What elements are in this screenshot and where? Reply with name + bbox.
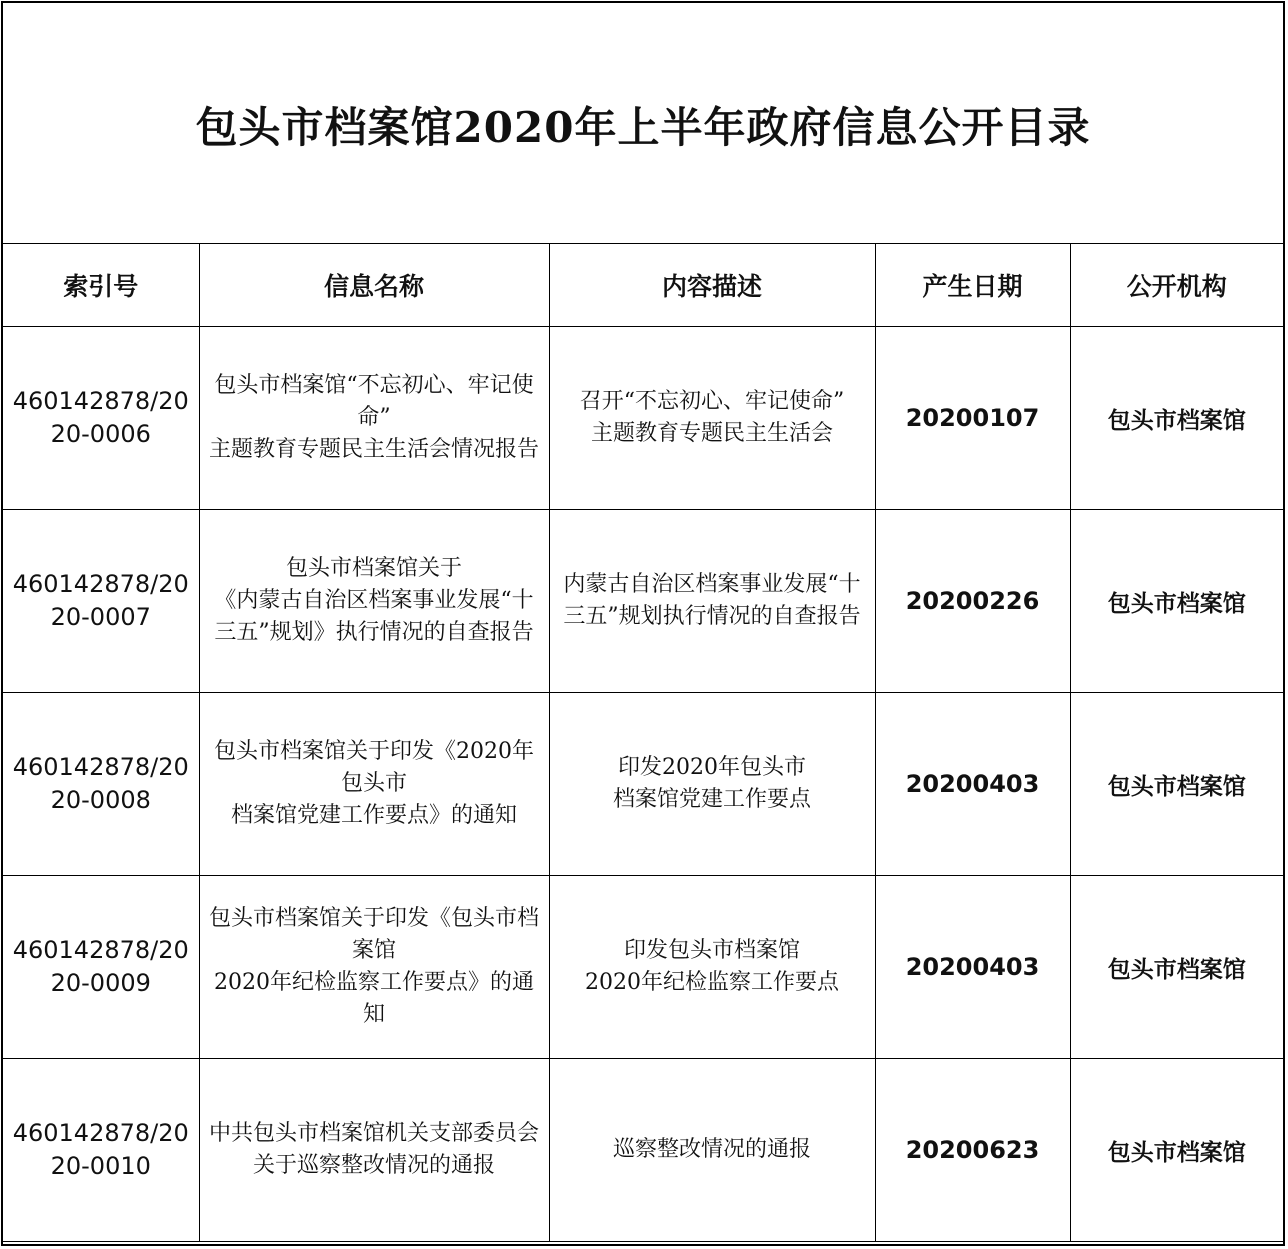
- table-row: [3, 876, 1283, 1059]
- index-number: 460142878/2020-0010: [3, 1059, 199, 1242]
- content-description: 巡察整改情况的通报: [549, 1059, 875, 1242]
- info-name: 中共包头市档案馆机关支部委员会 关于巡察整改情况的通报: [199, 1059, 549, 1242]
- header-index: 索引号: [3, 244, 199, 327]
- index-number: 460142878/2020-0009: [3, 876, 199, 1059]
- table-row: [3, 693, 1283, 876]
- publishing-org: 包头市档案馆: [1070, 327, 1283, 510]
- publishing-org: 包头市档案馆: [1070, 510, 1283, 693]
- header-org: 公开机构: [1070, 244, 1283, 327]
- index-number: 460142878/2020-0008: [3, 693, 199, 876]
- info-name: 包头市档案馆关于 《内蒙古自治区档案事业发展“十三五”规划》执行情况的自查报告: [199, 510, 549, 693]
- content-description: 内蒙古自治区档案事业发展“十三五”规划执行情况的自查报告: [549, 510, 875, 693]
- info-name: 包头市档案馆“不忘初心、牢记使命” 主题教育专题民主生活会情况报告: [199, 327, 549, 510]
- catalog-table: [3, 243, 1283, 1242]
- created-date: 20200403: [875, 876, 1070, 1059]
- header-date: 产生日期: [875, 244, 1070, 327]
- page-title: 包头市档案馆2020年上半年政府信息公开目录: [195, 103, 1091, 152]
- created-date: 20200403: [875, 693, 1070, 876]
- created-date: 20200226: [875, 510, 1070, 693]
- created-date: 20200623: [875, 1059, 1070, 1242]
- content-description: 召开“不忘初心、牢记使命” 主题教育专题民主生活会: [549, 327, 875, 510]
- index-number: 460142878/2020-0006: [3, 327, 199, 510]
- title-band: [3, 3, 1283, 243]
- created-date: 20200107: [875, 327, 1070, 510]
- index-number: 460142878/2020-0007: [3, 510, 199, 693]
- publishing-org: 包头市档案馆: [1070, 876, 1283, 1059]
- table-row: [3, 510, 1283, 693]
- header-name: 信息名称: [199, 244, 549, 327]
- content-description: 印发包头市档案馆 2020年纪检监察工作要点: [549, 876, 875, 1059]
- table-row: [3, 1059, 1283, 1242]
- table-header-row: [3, 244, 1283, 327]
- info-name: 包头市档案馆关于印发《2020年包头市 档案馆党建工作要点》的通知: [199, 693, 549, 876]
- publishing-org: 包头市档案馆: [1070, 1059, 1283, 1242]
- content-description: 印发2020年包头市 档案馆党建工作要点: [549, 693, 875, 876]
- info-name: 包头市档案馆关于印发《包头市档案馆 2020年纪检监察工作要点》的通知: [199, 876, 549, 1059]
- header-description: 内容描述: [549, 244, 875, 327]
- table-row: [3, 327, 1283, 510]
- document-frame: [1, 1, 1285, 1246]
- publishing-org: 包头市档案馆: [1070, 693, 1283, 876]
